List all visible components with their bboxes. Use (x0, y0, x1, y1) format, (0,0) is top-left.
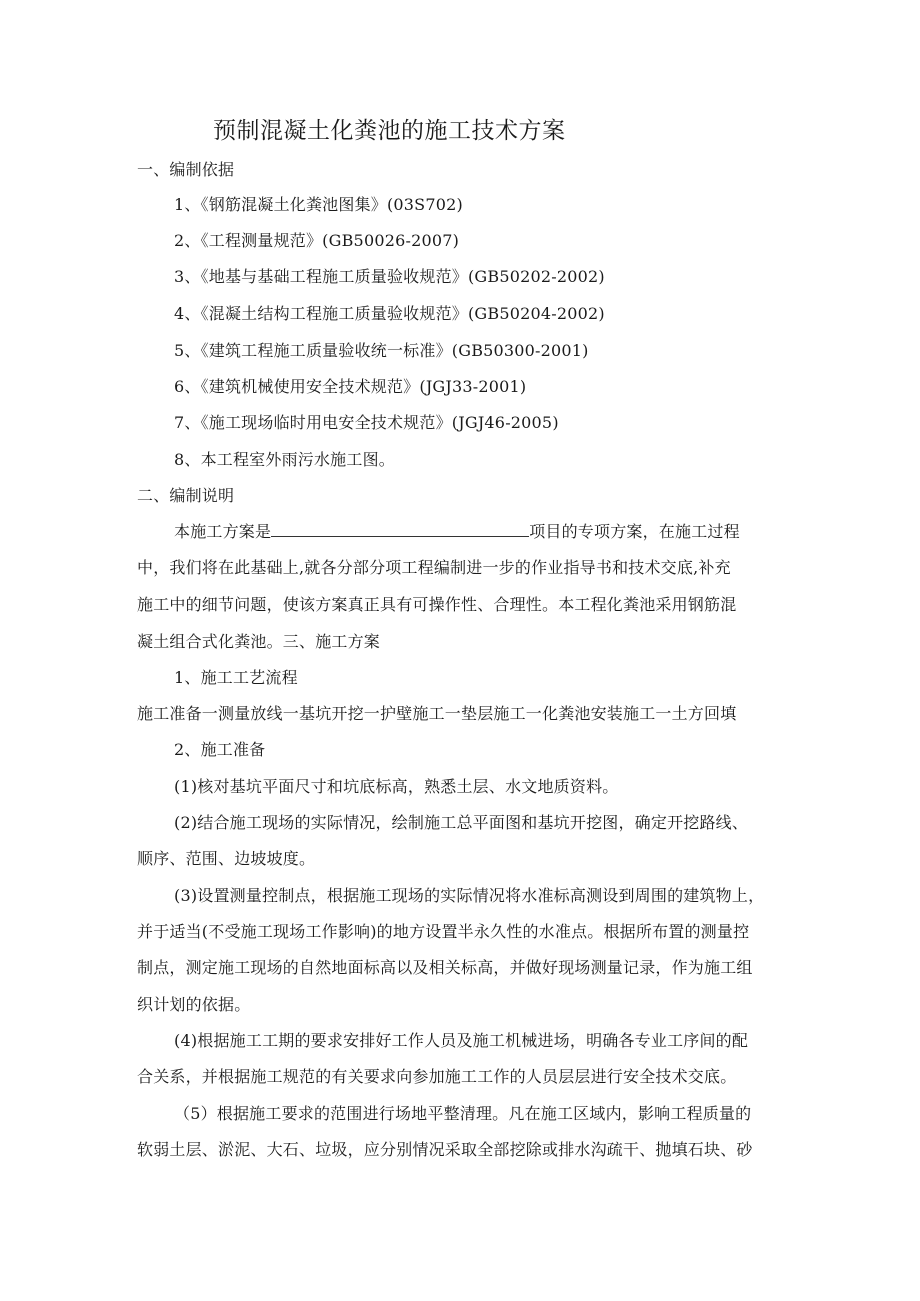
prep-item-1: (1)核对基坑平面尺寸和坑底标高，熟悉土层、水文地质资料。 (174, 777, 619, 796)
explanation-line-2: 施工中的细节问题，使该方案真正具有可操作性、合理性。本工程化粪池采用钢筋混 (137, 595, 737, 614)
basis-item-5: 5、《建筑工程施工质量验收统一标准》(GB50300-2001) (174, 341, 589, 360)
prep-item-3-line-4: 织计划的依据。 (137, 995, 251, 1014)
prep-item-3-line-1: (3)设置测量控制点，根据施工现场的实际情况将水准标高测设到周围的建筑物上， (174, 886, 765, 905)
prep-item-5-line-1: （5）根据施工要求的范围进行场地平整清理。凡在施工区域内，影响工程质量的 (174, 1104, 752, 1123)
basis-item-7: 7、《施工现场临时用电安全技术规范》(JGJ46-2005) (174, 413, 559, 432)
project-name-blank (271, 521, 529, 537)
section-heading-explanation: 二、编制说明 (137, 486, 235, 505)
basis-item-6: 6、《建筑机械使用安全技术规范》(JGJ33-2001) (174, 377, 527, 396)
prep-item-4-line-2: 合关系，并根据施工规范的有关要求向参加施工工作的人员层层进行安全技术交底。 (137, 1067, 737, 1086)
basis-item-4: 4、《混凝土结构工程施工质量验收规范》(GB50204-2002) (174, 304, 605, 323)
document-title: 预制混凝土化粪池的施工技术方案 (213, 118, 566, 144)
intro-line (174, 521, 740, 543)
basis-item-8: 8、本工程室外雨污水施工图。 (174, 450, 395, 469)
explanation-line-3: 凝土组合式化粪池。三、施工方案 (137, 632, 381, 651)
intro-before-blank: 本施工方案是 (174, 522, 272, 541)
basis-item-3: 3、《地基与基础工程施工质量验收规范》(GB50202-2002) (174, 267, 605, 286)
prep-item-4-line-1: (4)根据施工工期的要求安排好工作人员及施工机械进场，明确各专业工序间的配 (174, 1031, 749, 1050)
prep-item-2-line-1: (2)结合施工现场的实际情况，绘制施工总平面图和基坑开挖图，确定开挖路线、 (174, 813, 749, 832)
prep-item-3-line-3: 制点，测定施工现场的自然地面标高以及相关标高，并做好现场测量记录，作为施工组 (137, 958, 753, 977)
process-flow: 施工准备一测量放线一基坑开挖一护壁施工一垫层施工一化粪池安装施工一土方回填 (137, 704, 737, 723)
intro-after-blank: 项目的专项方案，在施工过程 (529, 522, 740, 541)
prep-item-3-line-2: 并于适当(不受施工现场工作影响)的地方设置半永久性的水准点。根据所布置的测量控 (137, 922, 750, 941)
explanation-line-1: 中，我们将在此基础上,就各分部分项工程编制进一步的作业指导书和技术交底,补充 (137, 558, 731, 577)
prep-item-5-line-2: 软弱土层、淤泥、大石、垃圾，应分别情况采取全部挖除或排水沟疏干、抛填石块、砂 (137, 1140, 753, 1159)
prep-item-2-line-2: 顺序、范围、边坡坡度。 (137, 849, 316, 868)
section-heading-basis: 一、编制依据 (137, 160, 235, 179)
basis-item-2: 2、《工程测量规范》(GB50026-2007) (174, 231, 460, 250)
prep-heading: 2、施工准备 (174, 740, 266, 759)
process-heading: 1、施工工艺流程 (174, 668, 298, 687)
basis-item-1: 1、《钢筋混凝土化粪池图集》(03S702) (174, 195, 463, 214)
